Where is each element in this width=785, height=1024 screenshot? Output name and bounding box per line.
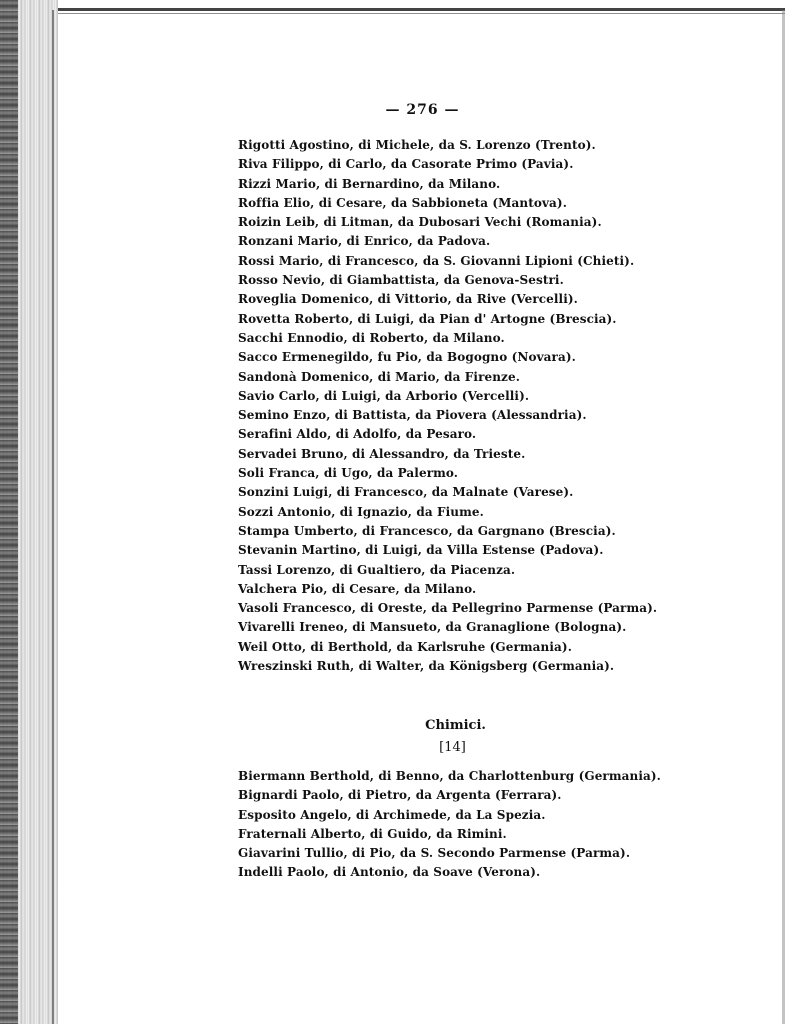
list-item: Valchera Pio, di Cesare, da Milano. [238,581,477,596]
list-item: Rossi Mario, di Francesco, da S. Giovanni Lipioni (Chieti). [238,253,635,268]
list-item: Rosso Nevio, di Giambattista, da Genova-Sestri. [238,273,564,288]
list-item: Rigotti Agostino, di Michele, da S. Lorenzo (Trento). [238,138,596,152]
list-item: Semino Enzo, di Battista, da Piovera (Alessandria). [238,408,587,423]
list-item: Soli Franca, di Ugo, da Palermo. [238,466,459,481]
student-list [238,136,657,676]
list-item: Sonzini Luigi, di Francesco, da Malnate (Varese). [238,485,574,500]
list-item: Stampa Umberto, di Francesco, da Gargnano (Brescia). [238,523,616,538]
list-item: Vivarelli Ireneo, di Mansueto, da Granaglione (Bologna). [238,620,627,635]
list-item: Vasoli Francesco, di Oreste, da Pellegrino Parmense (Parma). [238,601,658,616]
list-item: Indelli Paolo, di Antonio, da Soave (Verona). [238,865,541,880]
page-number: — 276 — [385,102,460,118]
list-item: Sozzi Antonio, di Ignazio, da Fiume. [238,504,484,519]
list-item: Weil Otto, di Berthold, da Karlsruhe (Germania). [238,639,572,654]
list-item: Riva Filippo, di Carlo, da Casorate Primo (Pavia). [238,157,574,172]
list-item: Esposito Angelo, di Archimede, da La Spezia. [238,807,546,822]
list-item: Wreszinski Ruth, di Walter, da Königsberg (Germania). [238,659,615,674]
chimici-list [238,767,661,883]
list-item: Sacchi Ennodio, di Roberto, da Milano. [238,330,505,345]
list-item: Servadei Bruno, di Alessandro, da Trieste. [238,446,526,461]
list-item: Rizzi Mario, di Bernardino, da Milano. [238,176,501,191]
list-item: Roffia Elio, di Cesare, da Sabbioneta (Mantova). [238,195,567,210]
list-item: Roveglia Domenico, di Vittorio, da Rive (Vercelli). [238,292,578,307]
list-item: Sacco Ermenegildo, fu Pio, da Bogogno (Novara). [238,350,576,365]
list-item: Serafini Aldo, di Adolfo, da Pesaro. [238,427,477,442]
gutter-line [52,10,54,1024]
top-border-thin [58,13,785,14]
list-item: Stevanin Martino, di Luigi, da Villa Estense (Padova). [238,543,604,558]
list-item: Giavarini Tullio, di Pio, da S. Secondo Parmense (Parma). [238,846,631,861]
list-item: Tassi Lorenzo, di Gualtiero, da Piacenza. [238,562,516,577]
section-count: [14] [439,740,466,755]
binding-shadow [0,0,18,1024]
list-item: Rovetta Roberto, di Luigi, da Pian d' Artogne (Brescia). [238,311,617,326]
list-item: Bignardi Paolo, di Pietro, da Argenta (Ferrara). [238,788,562,803]
list-item: Savio Carlo, di Luigi, da Arborio (Vercelli). [238,388,530,403]
list-item: Sandonà Domenico, di Mario, da Firenze. [238,369,520,384]
top-border [58,8,785,11]
list-item: Biermann Berthold, di Benno, da Charlottenburg (Germania). [238,769,661,783]
list-item: Roizin Leib, di Litman, da Dubosari Vechi (Romania). [238,215,602,230]
section-title-chimici: Chimici. [425,718,486,733]
list-item: Fraternali Alberto, di Guido, da Rimini. [238,826,507,841]
list-item: Ronzani Mario, di Enrico, da Padova. [238,234,491,249]
